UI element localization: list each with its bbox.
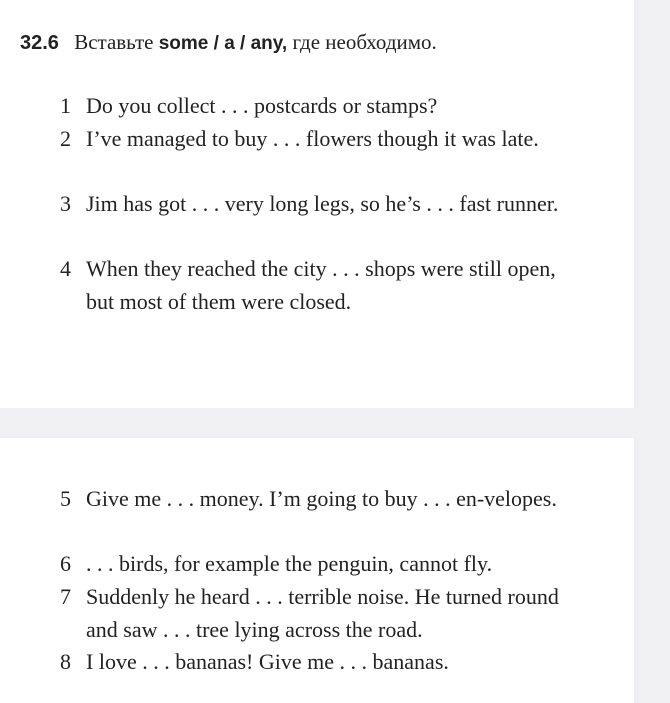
item-number: 8 [60,649,71,674]
item-number: 1 [60,93,71,118]
item-number: 6 [60,551,71,576]
item-number: 3 [60,191,71,216]
exercise-item-6 [60,548,580,581]
exercise-heading [20,30,437,55]
page-bottom [0,438,634,703]
exercise-item-7 [60,581,580,646]
item-text: Do you collect . . . postcards or stamps? [86,93,438,118]
exercise-item-1 [60,90,580,123]
exercise-item-8 [60,646,580,679]
exercise-item-3 [60,188,580,221]
item-text: . . . birds, for example the penguin, cannot fly. [86,551,493,576]
item-number: 5 [60,486,71,511]
item-text: Jim has got . . . very long legs, so he’s . . . fast runner. [86,191,559,216]
exercise-item-5 [60,483,580,516]
item-text: Give me . . . money. I’m going to buy . . . en-velopes. [86,486,557,511]
item-number: 4 [60,256,71,281]
instruction-bold-words: some / a / any, [158,33,288,54]
item-text: I’ve managed to buy . . . flowers though it was late. [86,126,539,151]
item-text: I love . . . bananas! Give me . . . bananas. [86,649,449,674]
instruction-text-start: Вставьте [74,30,154,54]
exercise-item-2 [60,123,580,156]
item-text: When they reached the city . . . shops were still open, but most of them were closed. [86,256,556,314]
exercise-item-4 [60,253,580,318]
instruction-text-end: где необходимо. [292,30,437,54]
item-text: Suddenly he heard . . . terrible noise. He turned round and saw . . . tree lying across the road. [86,584,559,642]
item-number: 2 [60,126,71,151]
exercise-number: 32.6 [20,32,59,54]
page-gap [0,408,634,438]
item-number: 7 [60,584,71,609]
page-background-rail [634,0,670,703]
